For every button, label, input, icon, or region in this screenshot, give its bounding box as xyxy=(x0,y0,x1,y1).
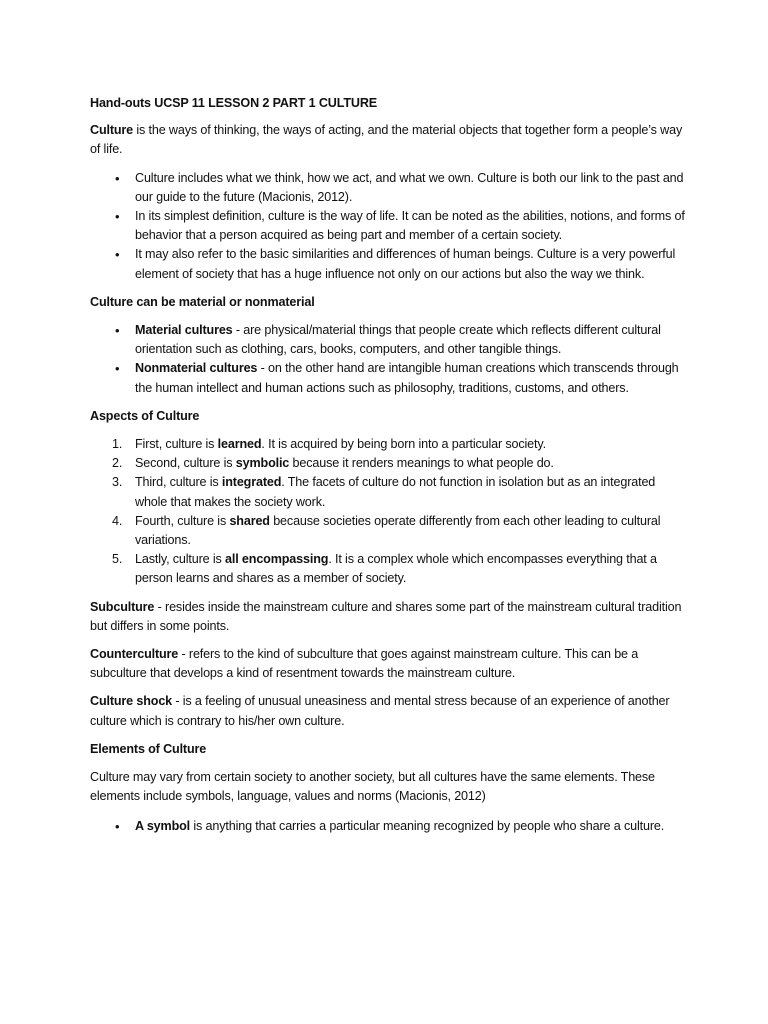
list-item: • In its simplest definition, culture is the way of life. It can be noted as the abilities, notions, and forms of behavior that a person acquired as being part and member of a certain society. xyxy=(90,207,688,245)
intro-paragraph xyxy=(90,121,688,159)
aspect-pre: Third, culture is xyxy=(135,475,222,490)
list-number: 4. xyxy=(112,513,123,528)
list-item xyxy=(90,817,688,836)
list-item: • Culture includes what we think, how we act, and what we own. Culture is both our link to the past and our guide to the future (Macionis, 2012). xyxy=(90,169,688,207)
intro-bullet-list xyxy=(90,169,688,284)
aspects-list xyxy=(90,435,688,589)
material-text: - are physical/material things that people create which reflects different cultural orientation such as clothing, cars, books, computers, and other tangible things. xyxy=(135,323,661,357)
aspect-pre: First, culture is xyxy=(135,437,218,452)
nonmaterial-text: - on the other hand are intangible human creations which transcends through the human intellect and human actions such as philosophy, traditions, customs, and others. xyxy=(135,361,679,395)
symbol-term: A symbol xyxy=(135,818,191,833)
aspects-heading: Aspects of Culture xyxy=(90,408,200,423)
culture-shock-paragraph xyxy=(90,692,688,730)
list-number: 1. xyxy=(112,437,123,452)
aspect-term: symbolic xyxy=(235,456,290,471)
list-item xyxy=(90,435,688,454)
aspect-term: integrated xyxy=(221,475,282,490)
aspect-pre: Lastly, culture is xyxy=(135,552,226,567)
aspect-post: because it renders meanings to what people do. xyxy=(289,456,554,471)
aspect-post: . The facets of culture do not function in isolation but as an integrated whole that makes the society work. xyxy=(135,475,656,509)
aspect-term: shared xyxy=(229,513,270,528)
material-bullet-list xyxy=(90,321,688,398)
elements-intro: Culture may vary from certain society to another society, but all cultures have the same elements. These elements include symbols, language, values and norms (Macionis, 2012) xyxy=(90,770,655,804)
elements-bullet-list xyxy=(90,817,688,836)
culture-shock-text: - is a feeling of unusual uneasiness and mental stress because of an experience of another culture which is contrary to his/her own culture. xyxy=(90,694,670,728)
aspect-post: . It is acquired by being born into a particular society. xyxy=(261,437,546,452)
elements-heading: Elements of Culture xyxy=(90,741,207,756)
subculture-text: - resides inside the mainstream culture and shares some part of the mainstream cultural tradition but differs in some points. xyxy=(90,599,682,633)
list-item: • It may also refer to the basic similarities and differences of human beings. Culture is a very powerful element of society that has a huge influence not only on our actions but also the way we think. xyxy=(90,245,688,283)
intro-term: Culture xyxy=(90,123,134,138)
list-item xyxy=(90,359,688,397)
list-item xyxy=(90,550,688,588)
aspect-pre: Second, culture is xyxy=(135,456,236,471)
aspect-term: learned xyxy=(217,437,262,452)
symbol-text: is anything that carries a particular meaning recognized by people who share a culture. xyxy=(190,818,665,833)
list-number: 5. xyxy=(112,552,123,567)
subculture-term: Subculture xyxy=(90,599,155,614)
list-item xyxy=(90,473,688,511)
aspect-post: because societies operate differently from each other leading to cultural variations. xyxy=(135,513,661,548)
intro-text: is the ways of thinking, the ways of acting, and the material objects that together form a people’s way of life. xyxy=(90,123,683,157)
list-number: 2. xyxy=(112,456,123,471)
document-title: Hand-outs UCSP 11 LESSON 2 PART 1 CULTURE xyxy=(90,96,378,110)
list-number: 3. xyxy=(112,475,123,490)
counterculture-paragraph xyxy=(90,645,688,683)
list-item xyxy=(90,454,688,473)
culture-shock-term: Culture shock xyxy=(90,694,173,709)
aspect-pre: Fourth, culture is xyxy=(135,513,230,528)
list-item xyxy=(90,512,688,550)
counterculture-term: Counterculture xyxy=(90,647,179,662)
nonmaterial-term: Nonmaterial cultures xyxy=(135,361,258,376)
counterculture-text: - refers to the kind of subculture that goes against mainstream culture. This can be a subculture that develops a kind of resentment towards the mainstream culture. xyxy=(90,647,639,681)
material-heading: Culture can be material or nonmaterial xyxy=(90,294,315,309)
material-term: Material cultures xyxy=(135,323,233,338)
subculture-paragraph xyxy=(90,598,688,636)
aspect-post: . It is a complex whole which encompasses everything that a person learns and shares as a member of society. xyxy=(135,552,657,586)
aspect-term: all encompassing xyxy=(225,552,329,567)
list-item xyxy=(90,321,688,359)
